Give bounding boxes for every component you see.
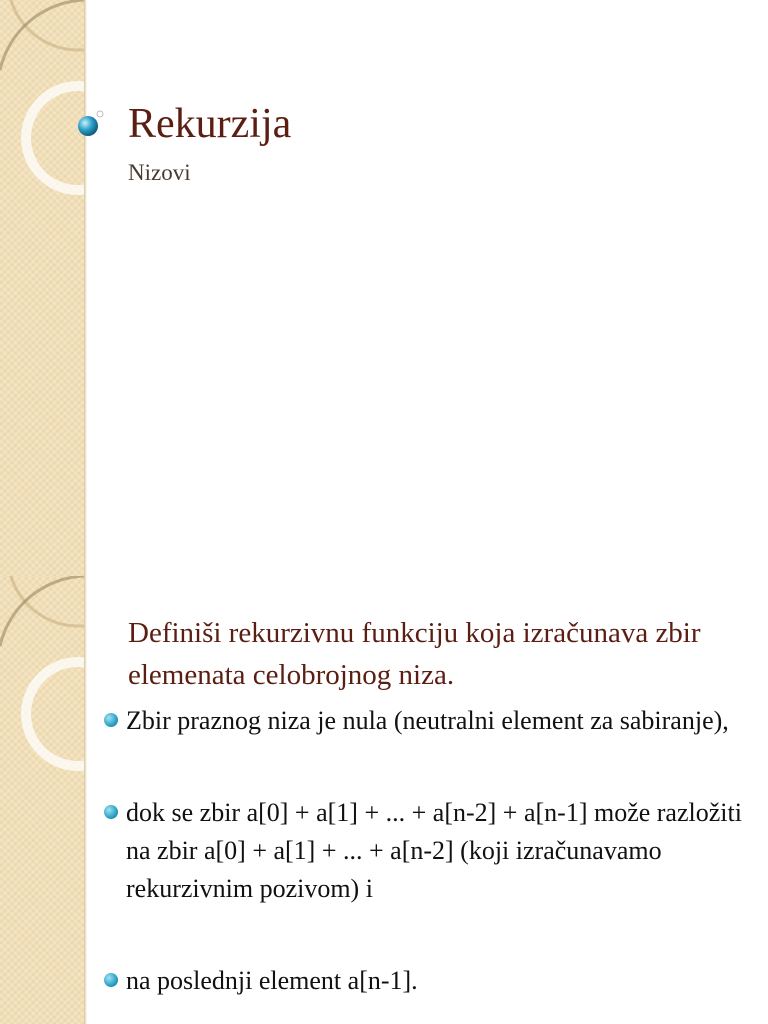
bullet-text: Zbir praznog niza je nula (neutralni element za sabiranje),: [126, 706, 729, 735]
slide-title: Rekurzija: [128, 101, 292, 147]
panel-edge: [84, 576, 87, 1024]
list-item: [104, 794, 744, 908]
bullet-list: [104, 702, 744, 1000]
list-item: [104, 962, 744, 1000]
list-item: [104, 702, 744, 740]
decorative-side-panel: [0, 576, 84, 1024]
slide-subtitle: Nizovi: [128, 160, 191, 185]
bullet-text: dok se zbir a[0] + a[1] + ... + a[n-2] + a[n-1] može razložiti na zbir a[0] + a[1] + ... + a[n-2] (koji izračunavamo rekurzivnim pozivom) i: [126, 798, 742, 903]
orb-icon: [74, 108, 104, 138]
circle-ornament-icon: [0, 576, 84, 1024]
bullet-dot-icon: [104, 805, 118, 819]
slide-heading: Definiši rekurzivnu funkciju koja izračunava zbir elemenata celobrojnog niza.: [128, 617, 701, 691]
panel-edge: [84, 0, 87, 576]
circle-ornament-icon: [0, 0, 84, 576]
decorative-side-panel: [0, 0, 84, 576]
bullet-dot-icon: [104, 973, 118, 987]
bullet-dot-icon: [104, 713, 118, 727]
content-slide: [0, 576, 768, 1024]
bullet-text: na poslednji element a[n-1].: [126, 966, 418, 995]
